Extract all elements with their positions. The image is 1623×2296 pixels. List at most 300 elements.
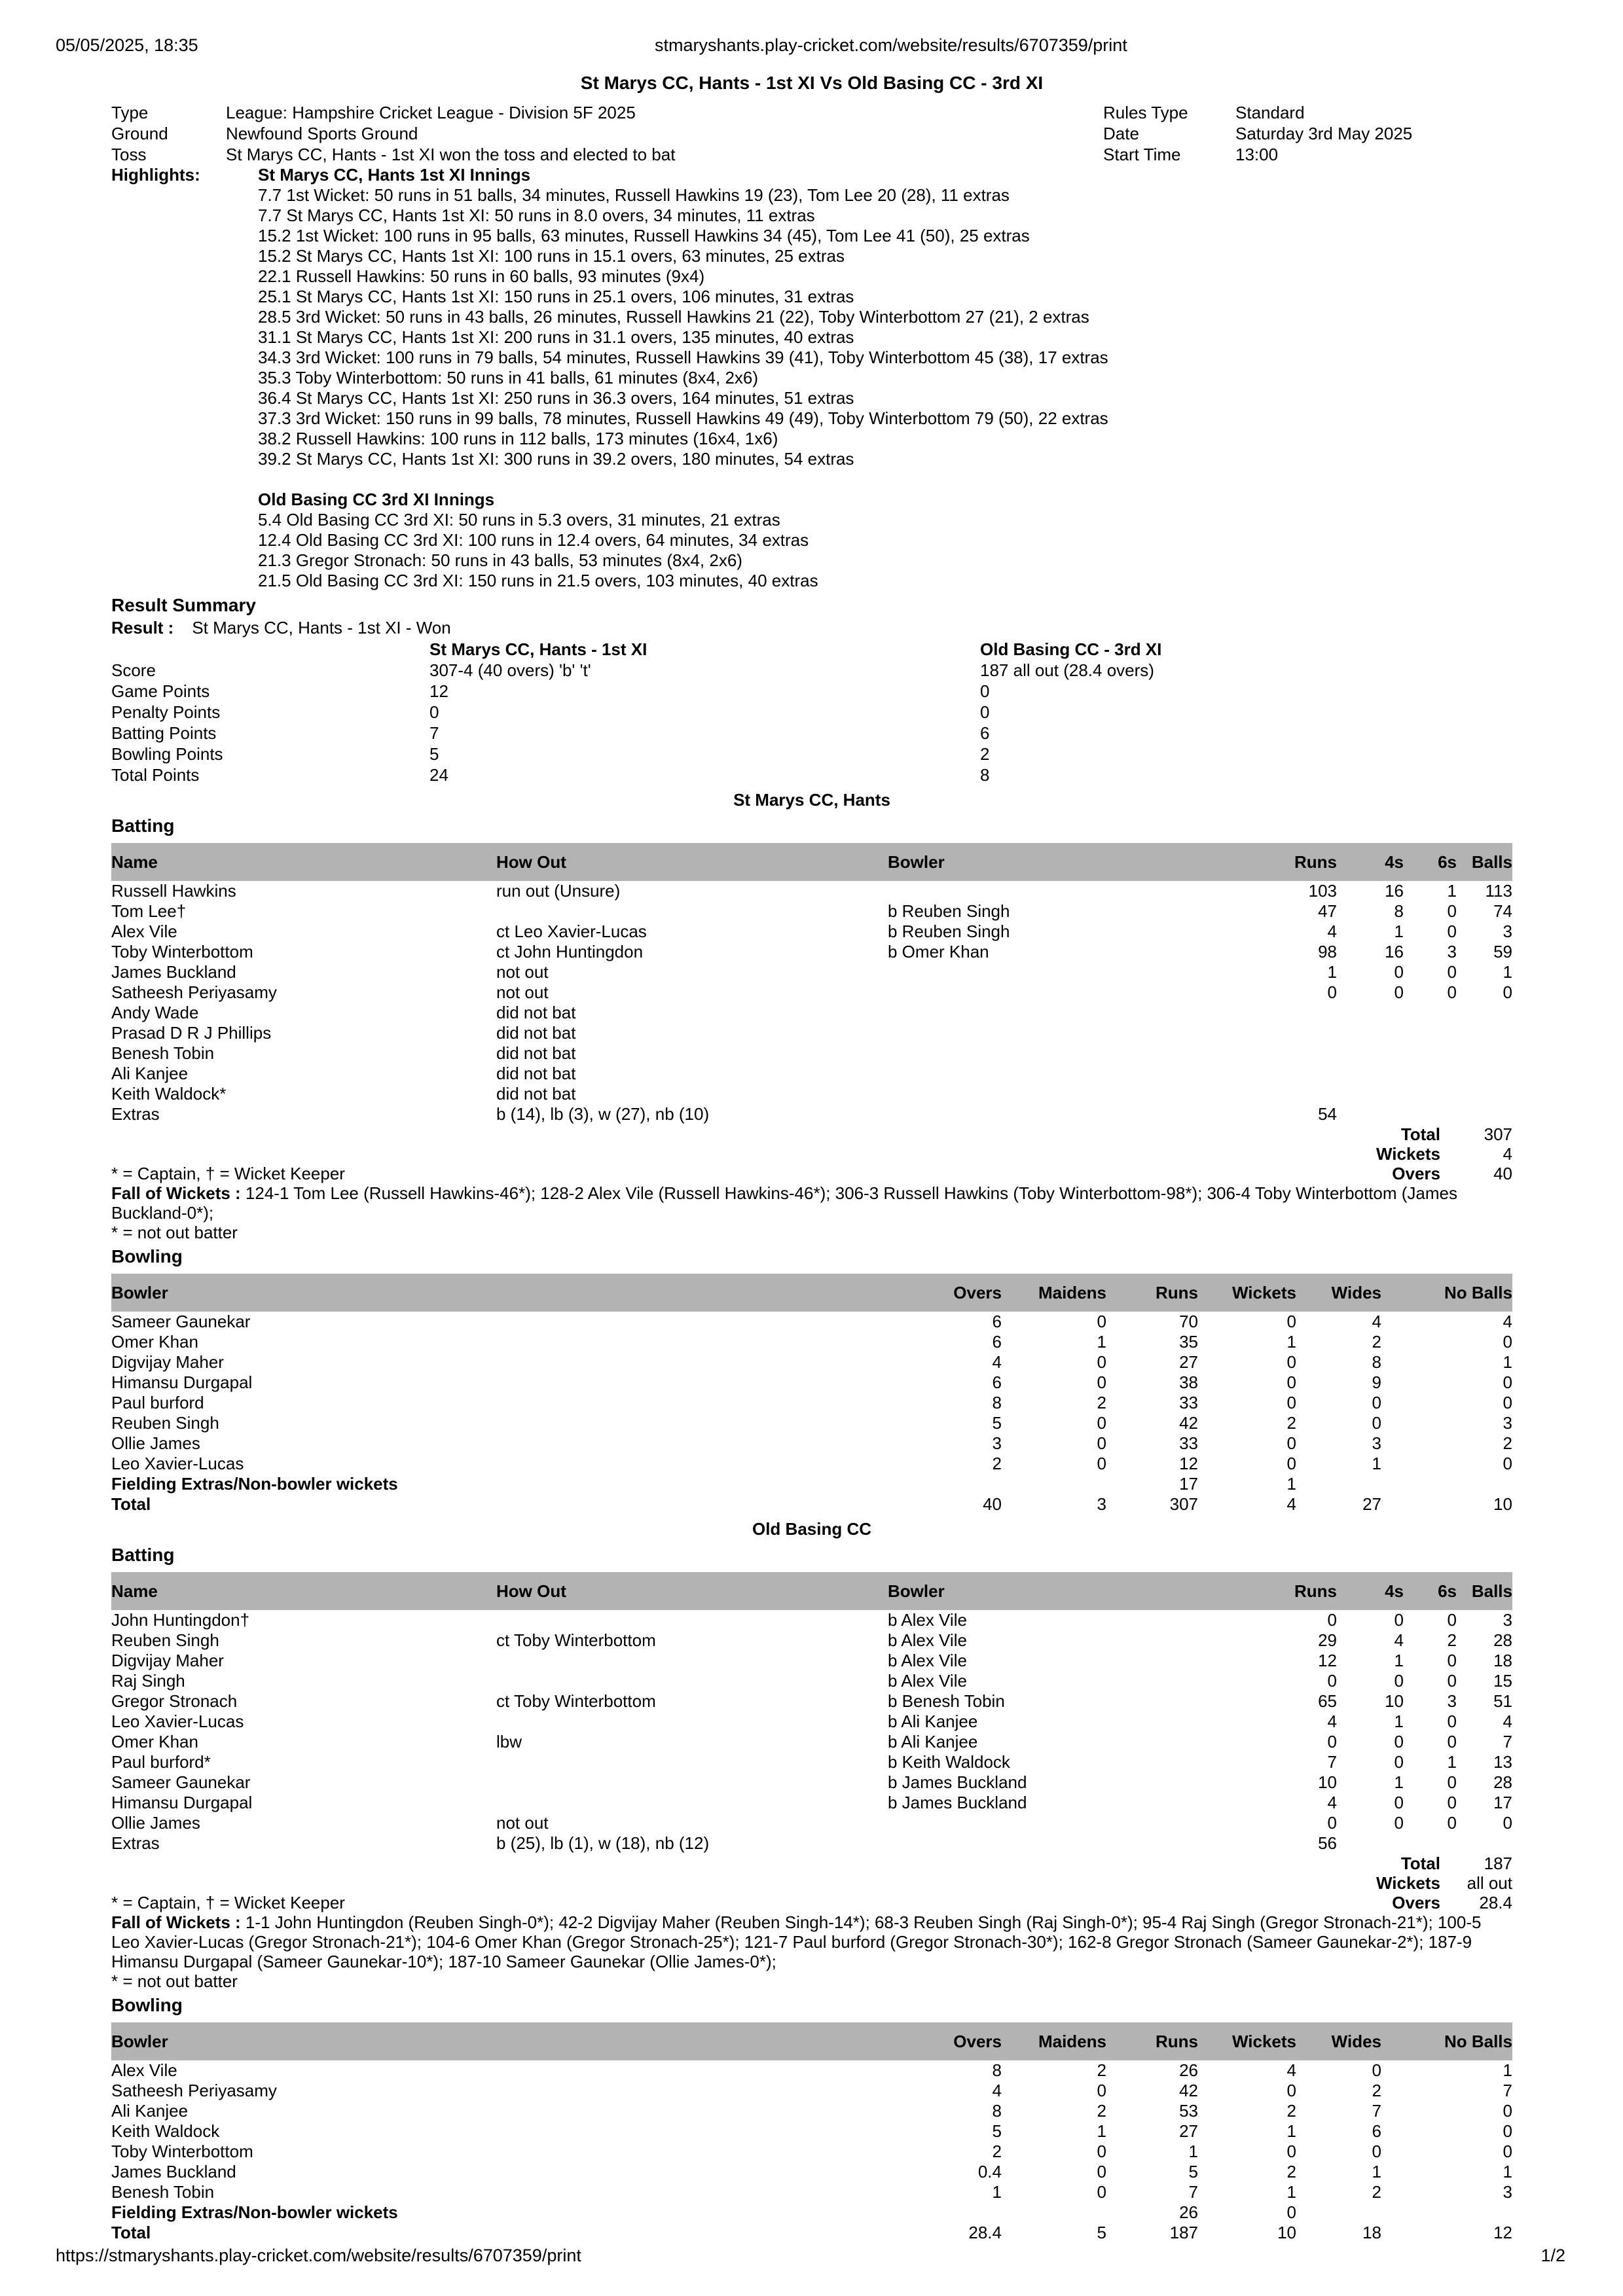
print-footer-url: https://stmaryshants.play-cricket.com/website/results/6707359/print [56, 2246, 581, 2265]
name-cell: Gregor Stronach [111, 1691, 238, 1711]
how-out-cell: ct Toby Winterbottom [496, 1630, 656, 1650]
balls-cell: 17 [1493, 1793, 1512, 1812]
type-value: League: Hampshire Cricket League - Division 5F 2025 [226, 103, 636, 122]
rs-team2-header: Old Basing CC - 3rd XI [980, 639, 1162, 659]
wides-cell: 27 [1362, 1494, 1381, 1514]
bowler-cell [888, 982, 1256, 1003]
balls-cell [1457, 1003, 1512, 1023]
overs-cell: 40 [983, 1494, 1002, 1514]
table-row [111, 1610, 1512, 1630]
how-out-cell: did not bat [496, 1003, 576, 1022]
maidens-cell: 0 [1097, 1312, 1106, 1331]
balls-cell [1457, 1023, 1512, 1043]
rs-row-team2: 6 [980, 723, 990, 743]
runs-cell: 98 [1318, 942, 1337, 961]
runs-cell: 4 [1327, 1793, 1337, 1812]
fours-cell [1337, 1833, 1404, 1854]
how-out-cell [496, 1610, 888, 1630]
maidens-cell: 0 [1097, 1413, 1106, 1433]
sixes-cell [1404, 1043, 1457, 1064]
not-out-note: * = not out batter [111, 1223, 238, 1242]
fall-of-wickets-label: Fall of Wickets : [111, 1183, 246, 1203]
fours-cell [1337, 1003, 1404, 1023]
rs-team1-header: St Marys CC, Hants - 1st XI [429, 639, 647, 659]
fours-cell: 16 [1385, 881, 1404, 901]
result-label: Result : [111, 618, 174, 637]
sixes-cell: 2 [1447, 1630, 1457, 1650]
sixes-cell: 3 [1447, 1691, 1457, 1711]
table-row [111, 2060, 1512, 2081]
name-cell: Himansu Durgapal [111, 1793, 253, 1812]
print-header-url: stmaryshants.play-cricket.com/website/results/6707359/print [655, 35, 1127, 55]
result-summary-table [111, 639, 1512, 785]
fours-cell: 1 [1394, 1772, 1404, 1792]
bowler-cell: b Alex Vile [888, 1610, 967, 1630]
balls-cell: 113 [1485, 881, 1512, 901]
table-row [111, 2202, 1512, 2223]
highlights-section [111, 165, 1512, 591]
maidens-cell: 0 [1097, 1352, 1106, 1372]
rs-row-team2: 187 all out (28.4 overs) [980, 660, 1154, 680]
table-row [111, 1630, 1512, 1651]
wickets-cell: 10 [1277, 2223, 1296, 2242]
overs-cell: 28.4 [968, 2223, 1002, 2242]
runs-cell: 56 [1318, 1833, 1337, 1853]
balls-cell: 3 [1503, 1610, 1512, 1630]
bowler-cell: Alex Vile [111, 2060, 177, 2080]
noballs-cell: 3 [1503, 2182, 1512, 2202]
total-value: 307 [1484, 1124, 1512, 1144]
bowler-cell: Toby Winterbottom [111, 2142, 253, 2161]
table-row [111, 2182, 1512, 2202]
balls-cell: 13 [1493, 1752, 1512, 1772]
runs-cell: 26 [1179, 2060, 1198, 2080]
bowler-cell [888, 1064, 1256, 1084]
overs-label: Overs [1392, 1893, 1440, 1912]
maidens-cell: 5 [1097, 2223, 1106, 2242]
col-wides: Wides [1296, 2022, 1381, 2060]
how-out-cell [496, 1712, 888, 1732]
fours-cell [1337, 1104, 1404, 1124]
balls-cell: 18 [1493, 1651, 1512, 1670]
noballs-cell [1381, 1474, 1512, 1494]
sixes-cell: 0 [1447, 922, 1457, 941]
bowler-cell: b Reuben Singh [888, 901, 1010, 921]
table-row [111, 1043, 1512, 1064]
bowler-cell [888, 1043, 1256, 1064]
table-row [111, 1312, 1512, 1332]
overs-cell: 6 [992, 1312, 1002, 1331]
noballs-cell: 0 [1503, 2121, 1512, 2141]
wides-cell: 1 [1372, 1454, 1381, 1473]
col-runs: Runs [1256, 1572, 1337, 1610]
bowler-cell: b Ali Kanjee [888, 1712, 978, 1731]
bowler-cell: Omer Khan [111, 1332, 198, 1352]
fours-cell: 1 [1394, 1651, 1404, 1670]
runs-cell: 27 [1179, 1352, 1198, 1372]
rules-type-label: Rules Type [1103, 103, 1188, 122]
how-out-cell: did not bat [496, 1084, 576, 1103]
highlight-line: 38.2 Russell Hawkins: 100 runs in 112 balls, 173 minutes (16x4, 1x6) [258, 429, 778, 448]
table-row [111, 2081, 1512, 2101]
table-row [111, 1104, 1512, 1124]
table-row [111, 1833, 1512, 1854]
fours-cell [1337, 1023, 1404, 1043]
header-row [111, 2022, 1512, 2060]
balls-cell: 7 [1503, 1732, 1512, 1751]
col-6s: 6s [1404, 1572, 1457, 1610]
balls-cell [1457, 1833, 1512, 1854]
fours-cell [1337, 1084, 1404, 1104]
table-row [111, 1671, 1512, 1691]
wides-cell: 2 [1372, 2182, 1381, 2202]
how-out-cell: not out [496, 962, 549, 982]
how-out-cell: b (25), lb (1), w (18), nb (12) [496, 1833, 710, 1853]
col-balls: Balls [1457, 1572, 1512, 1610]
name-cell: Tom Lee† [111, 901, 187, 921]
balls-cell [1457, 1104, 1512, 1124]
bowler-cell: Benesh Tobin [111, 2182, 215, 2202]
fours-cell: 10 [1385, 1691, 1404, 1711]
table-row [111, 1813, 1512, 1833]
rs-row-team2: 0 [980, 681, 990, 701]
col-overs: Overs [897, 2022, 1002, 2060]
wickets-cell: 0 [1286, 1454, 1296, 1473]
match-info-grid [111, 102, 1512, 165]
wickets-cell: 0 [1286, 1393, 1296, 1412]
maidens-cell [1002, 2202, 1106, 2223]
fours-cell: 16 [1385, 942, 1404, 961]
col-4s: 4s [1337, 843, 1404, 881]
innings2-batting-rows [111, 1610, 1512, 1854]
overs-cell: 8 [992, 2060, 1002, 2080]
sixes-cell [1404, 1084, 1457, 1104]
table-row [111, 2223, 1512, 2243]
rs-row-label: Penalty Points [111, 702, 221, 722]
bowler-cell: b James Buckland [888, 1772, 1027, 1792]
bowler-cell [888, 1084, 1256, 1104]
how-out-cell: ct Leo Xavier-Lucas [496, 922, 647, 941]
bowler-cell: b Omer Khan [888, 942, 989, 961]
noballs-cell: 0 [1503, 2142, 1512, 2161]
col-bowler: Bowler [111, 1274, 897, 1312]
name-cell: Satheesh Periyasamy [111, 982, 277, 1002]
table-row [111, 1023, 1512, 1043]
bowler-cell: Fielding Extras/Non-bowler wickets [111, 1474, 398, 1494]
name-cell: James Buckland [111, 962, 236, 982]
name-cell: Omer Khan [111, 1732, 198, 1751]
runs-cell: 0 [1327, 982, 1337, 1002]
innings2-team-heading: Old Basing CC [752, 1519, 871, 1539]
sixes-cell: 0 [1447, 1772, 1457, 1792]
innings2-bowling-heading: Bowling [111, 1995, 183, 2015]
header-row [111, 1274, 1512, 1312]
highlight-line: 35.3 Toby Winterbottom: 50 runs in 41 balls, 61 minutes (8x4, 2x6) [258, 368, 759, 387]
runs-cell [1256, 1084, 1337, 1104]
bowler-cell: b Reuben Singh [888, 922, 1010, 941]
runs-cell: 33 [1179, 1433, 1198, 1453]
table-row [111, 2162, 1512, 2182]
bowling-table-header [111, 2022, 1512, 2060]
runs-cell: 17 [1179, 1474, 1198, 1494]
col-runs: Runs [1106, 1274, 1198, 1312]
how-out-cell: did not bat [496, 1043, 576, 1063]
bowler-cell: James Buckland [111, 2162, 236, 2181]
wides-cell: 9 [1372, 1372, 1381, 1392]
how-out-cell: ct Toby Winterbottom [496, 1691, 656, 1711]
wickets-label: Wickets [1376, 1873, 1440, 1893]
date-value: Saturday 3rd May 2025 [1235, 124, 1413, 143]
print-page-number: 1/2 [1541, 2246, 1565, 2265]
result-summary-heading: Result Summary [111, 595, 256, 615]
highlight-line: 7.7 St Marys CC, Hants 1st XI: 50 runs in 8.0 overs, 34 minutes, 11 extras [258, 206, 815, 225]
name-cell: Reuben Singh [111, 1630, 219, 1650]
fall-of-wickets-text: 1-1 John Huntingdon (Reuben Singh-0*); 42-2 Digvijay Maher (Reuben Singh-14*); 68-3 Reuben Singh (Raj Singh-0*); 95-4 Raj Singh (Gregor Stronach-21*); 100-5 Leo Xavier-Lucas (Gregor Stronach-21*); 104-6 Omer Khan (Gregor Stronach-25*); 121-7 Paul burford (Gregor Stronach-30*); 162-8 Gregor Stronach (Sameer Gaunekar-2*); 187-9 Himansu Durgapal (Sameer Gaunekar-10*); 187-10 Sameer Gaunekar (Ollie James-0*); [111, 1912, 1482, 1971]
runs-cell: 1 [1327, 962, 1337, 982]
bowler-cell: Total [111, 1494, 151, 1514]
col-overs: Overs [897, 1274, 1002, 1312]
wides-cell: 0 [1372, 2142, 1381, 2161]
highlight-line: 21.5 Old Basing CC 3rd XI: 150 runs in 21.5 overs, 103 minutes, 40 extras [258, 571, 818, 590]
name-cell: Ali Kanjee [111, 1064, 189, 1083]
overs-cell [897, 2202, 1002, 2223]
runs-cell: 29 [1318, 1630, 1337, 1650]
fours-cell: 0 [1394, 1793, 1404, 1812]
wickets-value: all out [1467, 1873, 1512, 1893]
balls-cell: 3 [1503, 922, 1512, 941]
innings2-batting-table [111, 1572, 1512, 1854]
col-wides: Wides [1296, 1274, 1381, 1312]
note-spacer [111, 1873, 701, 1893]
runs-cell: 0 [1327, 1610, 1337, 1630]
balls-cell: 15 [1493, 1671, 1512, 1691]
highlight-line: 12.4 Old Basing CC 3rd XI: 100 runs in 12.4 overs, 64 minutes, 34 extras [258, 530, 809, 550]
maidens-cell: 0 [1097, 2081, 1106, 2100]
table-row [111, 901, 1512, 922]
rs-row-team2: 0 [980, 702, 990, 722]
fall-of-wickets-text: 124-1 Tom Lee (Russell Hawkins-46*); 128-2 Alex Vile (Russell Hawkins-46*); 306-3 Russell Hawkins (Toby Winterbottom-98*); 306-4 Toby Winterbottom (James Buckland-0*); [111, 1183, 1458, 1223]
wides-cell: 2 [1372, 1332, 1381, 1352]
runs-cell: 1 [1188, 2142, 1198, 2161]
bowler-cell [888, 1104, 1256, 1124]
wides-cell: 0 [1372, 1413, 1381, 1433]
overs-cell: 8 [992, 1393, 1002, 1412]
innings2-wickets-row [111, 1873, 1512, 1893]
fours-cell [1337, 1043, 1404, 1064]
overs-cell: 6 [992, 1332, 1002, 1352]
col-4s: 4s [1337, 1572, 1404, 1610]
maidens-cell: 2 [1097, 1393, 1106, 1412]
table-row [111, 1064, 1512, 1084]
table-row [111, 1003, 1512, 1023]
sixes-cell: 0 [1447, 1732, 1457, 1751]
bowler-cell: Ali Kanjee [111, 2101, 189, 2121]
batting-table-header [111, 1572, 1512, 1610]
runs-cell [1256, 1003, 1337, 1023]
runs-cell: 27 [1179, 2121, 1198, 2141]
bowler-cell [888, 1833, 1256, 1854]
overs-cell [897, 1474, 1002, 1494]
wides-cell [1296, 2202, 1381, 2223]
innings1-fall-of-wickets [111, 1183, 1512, 1223]
col-maidens: Maidens [1002, 1274, 1106, 1312]
innings2-highlights-list [258, 510, 1512, 591]
name-cell: Sameer Gaunekar [111, 1772, 251, 1792]
table-row [111, 2101, 1512, 2121]
highlights-gap [258, 469, 1512, 490]
balls-cell [1457, 1084, 1512, 1104]
bowler-cell [888, 1813, 1256, 1833]
col-name: Name [111, 843, 496, 881]
how-out-cell [496, 1651, 888, 1671]
runs-cell: 5 [1188, 2162, 1198, 2181]
maidens-cell: 2 [1097, 2101, 1106, 2121]
highlight-line: 15.2 St Marys CC, Hants 1st XI: 100 runs in 15.1 overs, 63 minutes, 25 extras [258, 246, 845, 266]
bowler-cell: b Ali Kanjee [888, 1732, 978, 1751]
wides-cell: 18 [1362, 2223, 1381, 2242]
name-cell: Benesh Tobin [111, 1043, 215, 1063]
table-row [111, 1352, 1512, 1372]
rs-row-team1: 0 [429, 702, 439, 722]
innings1-bowling-rows [111, 1312, 1512, 1515]
highlight-line: 25.1 St Marys CC, Hants 1st XI: 150 runs in 25.1 overs, 106 minutes, 31 extras [258, 287, 854, 306]
bowler-cell: b Keith Waldock [888, 1752, 1010, 1772]
page-title: St Marys CC, Hants - 1st XI Vs Old Basing CC - 3rd XI [580, 73, 1044, 93]
overs-cell: 5 [992, 1413, 1002, 1433]
runs-cell: 0 [1327, 1671, 1337, 1691]
wickets-label: Wickets [1376, 1144, 1440, 1164]
balls-cell [1457, 1064, 1512, 1084]
bowler-cell: b Alex Vile [888, 1630, 967, 1650]
table-row [111, 1651, 1512, 1671]
header-row [111, 843, 1512, 881]
highlight-line: 21.3 Gregor Stronach: 50 runs in 43 balls, 53 minutes (8x4, 2x6) [258, 550, 742, 570]
bowler-cell [888, 881, 1256, 901]
highlight-line: 37.3 3rd Wicket: 150 runs in 99 balls, 78 minutes, Russell Hawkins 49 (49), Toby Winterbottom 79 (50), 22 extras [258, 408, 1108, 428]
noballs-cell: 10 [1493, 1494, 1512, 1514]
batting-table-header [111, 843, 1512, 881]
table-row [111, 1474, 1512, 1494]
fours-cell: 0 [1394, 962, 1404, 982]
innings2-highlights-title: Old Basing CC 3rd XI Innings [258, 490, 495, 509]
innings1-bowling-heading: Bowling [111, 1246, 183, 1266]
how-out-cell: b (14), lb (3), w (27), nb (10) [496, 1104, 710, 1124]
result-value: St Marys CC, Hants - 1st XI - Won [192, 618, 451, 637]
innings2-total-row [111, 1854, 1512, 1873]
table-row [111, 1772, 1512, 1793]
runs-cell: 65 [1318, 1691, 1337, 1711]
maidens-cell: 0 [1097, 2182, 1106, 2202]
total-value: 187 [1484, 1854, 1512, 1873]
table-row [111, 1332, 1512, 1352]
bowler-cell: b Alex Vile [888, 1671, 967, 1691]
name-cell: Digvijay Maher [111, 1651, 224, 1670]
innings1-wickets-row [111, 1144, 1512, 1164]
noballs-cell: 1 [1503, 1352, 1512, 1372]
total-label: Total [1400, 1124, 1440, 1144]
noballs-cell: 0 [1503, 2101, 1512, 2121]
type-label: Type [111, 103, 149, 122]
noballs-cell: 0 [1503, 1332, 1512, 1352]
balls-cell: 28 [1493, 1772, 1512, 1792]
name-cell: Paul burford* [111, 1752, 211, 1772]
rs-row-label: Bowling Points [111, 744, 223, 764]
runs-cell: 33 [1179, 1393, 1198, 1412]
runs-cell: 47 [1318, 901, 1337, 921]
highlights-label: Highlights: [111, 165, 200, 185]
fours-cell: 0 [1394, 1752, 1404, 1772]
fours-cell: 0 [1394, 1671, 1404, 1691]
bowling-table-header [111, 1274, 1512, 1312]
sixes-cell: 1 [1447, 881, 1457, 901]
runs-cell [1256, 1043, 1337, 1064]
fours-cell: 1 [1394, 922, 1404, 941]
note-spacer [111, 1144, 701, 1164]
how-out-cell: did not bat [496, 1064, 576, 1083]
sixes-cell: 0 [1447, 1651, 1457, 1670]
wickets-cell: 4 [1286, 1494, 1296, 1514]
captain-note: * = Captain, † = Wicket Keeper [111, 1893, 345, 1912]
note-spacer [111, 1124, 701, 1144]
name-cell: Keith Waldock* [111, 1084, 227, 1103]
col-name: Name [111, 1572, 496, 1610]
sixes-cell: 1 [1447, 1752, 1457, 1772]
table-row [111, 1712, 1512, 1732]
highlight-line: 28.5 3rd Wicket: 50 runs in 43 balls, 26 minutes, Russell Hawkins 21 (22), Toby Winterbottom 27 (21), 2 extras [258, 307, 1089, 327]
rs-row-team1: 7 [429, 723, 439, 743]
innings2-bowling-table [111, 2022, 1512, 2243]
innings1-bowling-table [111, 1274, 1512, 1515]
highlight-line: 36.4 St Marys CC, Hants 1st XI: 250 runs in 36.3 overs, 164 minutes, 51 extras [258, 388, 854, 408]
captain-note: * = Captain, † = Wicket Keeper [111, 1164, 345, 1183]
innings1-batting-table [111, 843, 1512, 1124]
col-wickets: Wickets [1198, 2022, 1296, 2060]
fours-cell: 4 [1394, 1630, 1404, 1650]
total-label: Total [1400, 1854, 1440, 1873]
rs-row-team2: 2 [980, 744, 990, 764]
runs-cell: 54 [1318, 1104, 1337, 1124]
maidens-cell: 3 [1097, 1494, 1106, 1514]
how-out-cell: run out (Unsure) [496, 881, 621, 901]
maidens-cell: 1 [1097, 1332, 1106, 1352]
rs-row-team1: 24 [429, 765, 448, 785]
rs-row-label: Total Points [111, 765, 200, 785]
overs-cell: 3 [992, 1433, 1002, 1453]
balls-cell: 74 [1493, 901, 1512, 921]
bowler-cell [888, 1003, 1256, 1023]
table-row [111, 1393, 1512, 1413]
table-row [111, 982, 1512, 1003]
table-row [111, 1454, 1512, 1474]
rs-row-team1: 5 [429, 744, 439, 764]
report-content [111, 72, 1512, 2243]
fours-cell: 0 [1394, 1813, 1404, 1833]
sixes-cell: 0 [1447, 1712, 1457, 1731]
name-cell: Andy Wade [111, 1003, 199, 1022]
result-line [111, 617, 1512, 639]
wickets-cell: 1 [1286, 1474, 1296, 1494]
table-row [111, 942, 1512, 962]
wickets-cell: 4 [1286, 2060, 1296, 2080]
wides-cell: 4 [1372, 1312, 1381, 1331]
header-row [111, 1572, 1512, 1610]
overs-cell: 4 [992, 2081, 1002, 2100]
runs-cell: 70 [1179, 1312, 1198, 1331]
noballs-cell: 7 [1503, 2081, 1512, 2100]
table-row [111, 1732, 1512, 1752]
bowler-cell: Digvijay Maher [111, 1352, 224, 1372]
noballs-cell: 12 [1493, 2223, 1512, 2242]
